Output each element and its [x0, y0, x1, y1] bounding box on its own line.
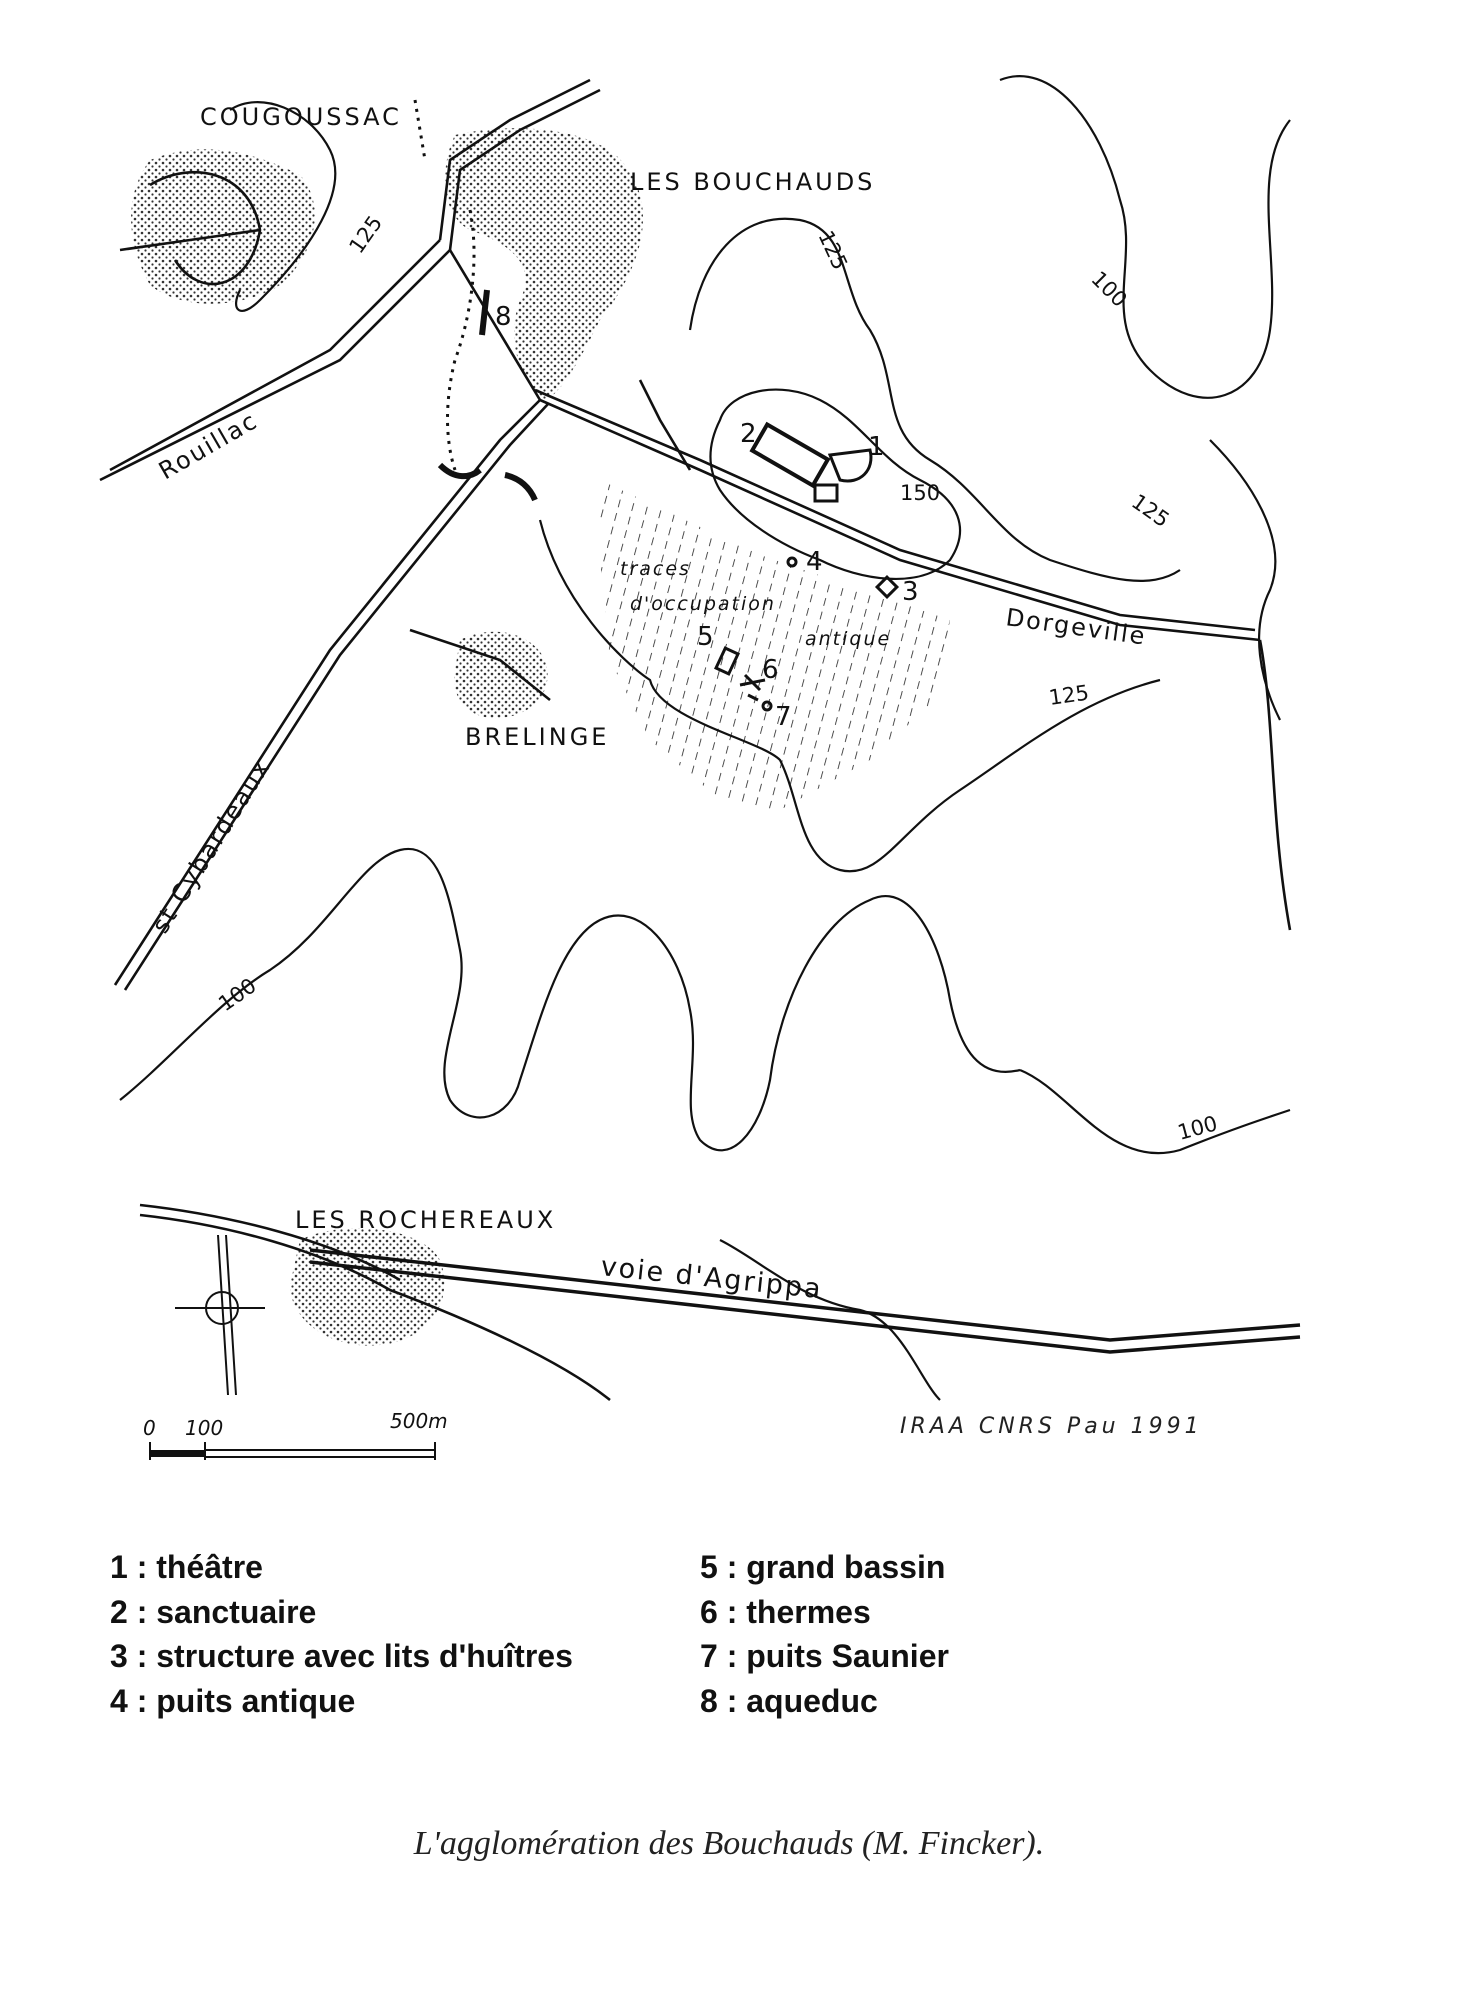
contour-label-150: 150 [900, 481, 941, 505]
aqueduct-dotted [448, 210, 475, 470]
settlement-area-brelinge [454, 632, 547, 718]
area-label-occupation: d'occupation [630, 593, 776, 615]
contour-label-125-south: 125 [1047, 680, 1091, 710]
place-label-brelinge: BRELINGE [465, 723, 610, 751]
contour-label-125-southeast: 125 [1127, 489, 1174, 533]
map-credit: IRAA CNRS Pau 1991 [900, 1414, 1203, 1439]
legend-left-column [110, 1545, 573, 1723]
road-label-voie-agrippa: voie d'Agrippa [599, 1251, 825, 1306]
aqueduct-arc-west [440, 465, 480, 476]
contour-label-100-northeast: 100 [1086, 266, 1132, 312]
contour-label-125-east: 125 [813, 226, 853, 274]
theatre-shape [830, 450, 871, 481]
site-number-1: 1 [868, 432, 885, 462]
legend-item-theatre: 1 : théâtre [110, 1549, 263, 1585]
site-number-7: 7 [775, 702, 792, 732]
scale-label-100: 100 [185, 1416, 224, 1440]
contour-100-southeast [1020, 1070, 1290, 1153]
place-label-les-rochereaux: LES ROCHEREAUX [295, 1206, 557, 1234]
site-number-8: 8 [495, 302, 512, 332]
contour-label-100-southwest: 100 [214, 973, 261, 1017]
contour-100-northeast [1000, 76, 1290, 398]
ancient-occupation-area [600, 480, 950, 810]
road-east-branch [640, 380, 690, 470]
scale-label-500m: 500m [390, 1409, 448, 1433]
area-label-traces: traces [620, 558, 691, 580]
legend-right-column [700, 1545, 949, 1723]
place-label-cougoussac: COUGOUSSAC [200, 103, 402, 131]
road-east-end [1260, 640, 1290, 930]
puits-antique-marker [788, 558, 796, 566]
place-label-les-bouchauds: LES BOUCHAUDS [630, 168, 876, 196]
orientation-mark [175, 1235, 265, 1395]
contour-100-east [1210, 440, 1280, 720]
aqueduct-dotted-north [415, 100, 425, 160]
contour-100-southwest [120, 849, 1020, 1150]
aqueduct-segment [482, 290, 487, 335]
site-number-6: 6 [762, 655, 779, 685]
scale-bar [143, 1409, 448, 1460]
road-label-dorgeville: Dorgeville [1004, 603, 1149, 651]
legend-item-grand-bassin: 5 : grand bassin [700, 1549, 946, 1585]
site-number-2: 2 [740, 419, 757, 449]
settlement-area-cougoussac [131, 149, 315, 303]
aqueduct-arc-east [505, 475, 535, 500]
sanctuaire-building [752, 425, 828, 486]
site-number-3: 3 [902, 577, 919, 607]
road-label-rouillac: Rouillac [154, 406, 263, 486]
settlement-area-les-rochereaux [290, 1228, 444, 1345]
contour-label-125-north: 125 [344, 211, 388, 258]
contour-label-100-southeast: 100 [1175, 1111, 1221, 1145]
road-label-st-cybardeaux: st Cybardeaux [146, 753, 277, 939]
site-number-4: 4 [806, 547, 823, 577]
sanctuaire-annex [815, 485, 837, 501]
legend-item-structure: 3 : structure avec lits d'huîtres [110, 1638, 573, 1674]
legend-item-thermes: 6 : thermes [700, 1593, 871, 1630]
site-number-5: 5 [697, 622, 714, 652]
scale-label-0: 0 [143, 1416, 156, 1440]
legend-item-aqueduc: 8 : aqueduc [700, 1682, 878, 1719]
area-label-antique: antique [805, 628, 892, 650]
structure-3-marker [877, 577, 897, 597]
figure-caption: L'agglomération des Bouchauds (M. Fincker). [413, 1825, 1045, 1862]
legend-item-puits-antique: 4 : puits antique [110, 1682, 356, 1719]
legend-item-sanctuaire: 2 : sanctuaire [110, 1593, 317, 1630]
legend-item-puits-saunier: 7 : puits Saunier [700, 1638, 949, 1674]
